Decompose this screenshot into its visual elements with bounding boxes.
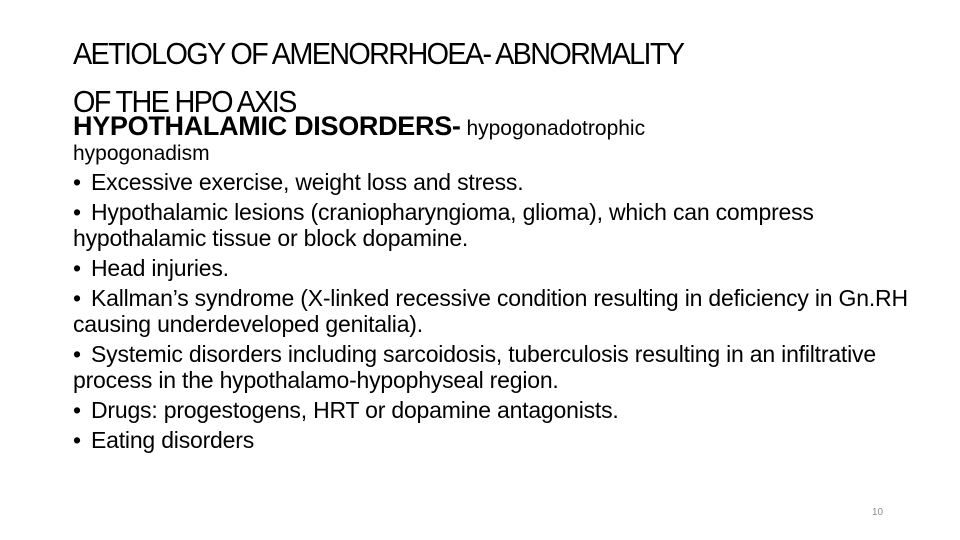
bullet-icon: • bbox=[73, 169, 81, 196]
slide-body bbox=[73, 110, 933, 457]
bullet-item-kallman bbox=[73, 285, 933, 337]
section-heading-continuation: hypogonadism bbox=[73, 142, 210, 166]
bullet-icon: • bbox=[73, 341, 81, 368]
section-heading bbox=[73, 110, 933, 142]
section-heading-caps: HYPOTHALAMIC DISORDERS- bbox=[73, 111, 461, 141]
bullet-item-head-injuries bbox=[73, 255, 933, 281]
bullet-icon: • bbox=[73, 285, 81, 312]
bullet-text: Eating disorders bbox=[91, 427, 254, 454]
bullet-text: Head injuries. bbox=[91, 255, 229, 282]
bullet-text: Systemic disorders including sarcoidosis, tuberculosis resulting in an infiltrative process in the hypothalamo-hypophyseal region. bbox=[73, 341, 876, 394]
bullet-icon: • bbox=[73, 397, 81, 424]
slide-title-line-1: AETIOLOGY OF AMENORRHOEA- ABNORMALITY bbox=[73, 36, 684, 71]
bullet-text: Hypothalamic lesions (craniopharyngioma, glioma), which can compress hypothalamic tissue or block dopamine. bbox=[73, 199, 814, 252]
bullet-icon: • bbox=[73, 427, 81, 454]
bullet-item-lesions bbox=[73, 199, 933, 251]
bullet-item-systemic bbox=[73, 341, 933, 393]
bullet-list bbox=[73, 169, 933, 453]
bullet-icon: • bbox=[73, 255, 81, 282]
bullet-text: Drugs: progestogens, HRT or dopamine antagonists. bbox=[91, 397, 619, 424]
bullet-item-drugs bbox=[73, 397, 933, 423]
bullet-text: Kallman’s syndrome (X-linked recessive condition resulting in deficiency in Gn.RH causing underdeveloped genitalia). bbox=[73, 285, 908, 338]
bullet-icon: • bbox=[73, 199, 81, 226]
bullet-item-eating bbox=[73, 427, 933, 453]
bullet-text: Excessive exercise, weight loss and stress. bbox=[91, 169, 524, 196]
section-heading-rest: hypogonadotrophic bbox=[460, 117, 646, 140]
slide-title-line-2: OF THE HPO AXIS bbox=[73, 84, 296, 120]
bullet-item-exercise bbox=[73, 169, 933, 195]
page-number: 10 bbox=[872, 507, 884, 518]
